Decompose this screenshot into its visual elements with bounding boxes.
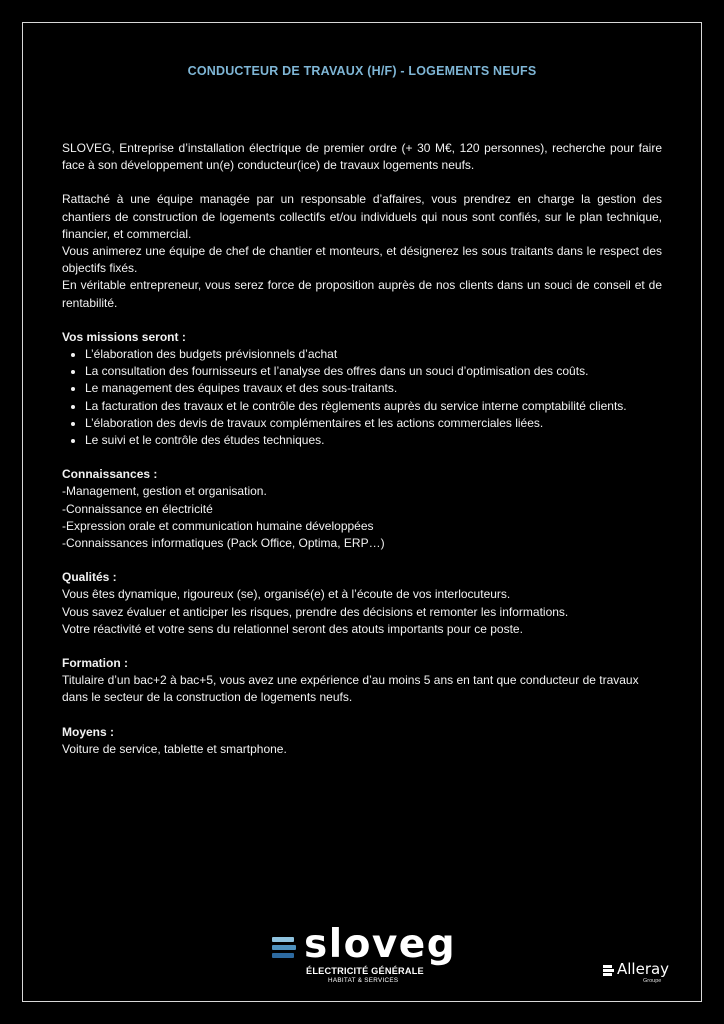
mission-item: La consultation des fournisseurs et l’analyse des offres dans un souci d’optimisation des coûts. bbox=[62, 363, 662, 380]
job-description bbox=[62, 140, 662, 758]
sloveg-stripes-icon bbox=[272, 937, 296, 963]
connaissance-line: -Expression orale et communication humaine développées bbox=[62, 518, 374, 533]
missions-list bbox=[62, 346, 662, 449]
logo-stripe bbox=[272, 937, 294, 942]
formation-heading: Formation : bbox=[62, 656, 128, 671]
sloveg-subtagline: HABITAT & SERVICES bbox=[328, 977, 399, 984]
alleray-stripes-icon bbox=[603, 965, 614, 976]
role-paragraph-2: Vous animerez une équipe de chef de chantier et monteurs, et désignerez les sous traitants dans le respect des objectifs fixés. bbox=[62, 244, 662, 276]
sloveg-tagline: ÉLECTRICITÉ GÉNÉRALE bbox=[306, 966, 424, 976]
logo-stripe bbox=[272, 945, 296, 950]
missions-heading: Vos missions seront : bbox=[62, 329, 186, 344]
role-paragraph-1: Rattaché à une équipe managée par un responsable d’affaires, vous prendrez en charge la gestion des chantiers de construction de logements collectifs et/ou individuels qui nous sont confiés, sur le plan technique, financier, et commercial. bbox=[62, 192, 662, 241]
role-paragraph-3: En véritable entrepreneur, vous serez force de proposition auprès de nos clients dans un souci de conseil et de rentabilité. bbox=[62, 278, 662, 310]
qualite-line: Votre réactivité et votre sens du relationnel seront des atouts importants pour ce poste. bbox=[62, 621, 523, 636]
connaissance-line: -Connaissance en électricité bbox=[62, 501, 213, 516]
mission-item: L’élaboration des devis de travaux complémentaires et les actions commerciales liées. bbox=[62, 415, 662, 432]
connaissance-line: -Connaissances informatiques (Pack Office, Optima, ERP…) bbox=[62, 536, 385, 551]
moyens-text: Voiture de service, tablette et smartphone. bbox=[62, 741, 287, 756]
connaissances-heading: Connaissances : bbox=[62, 467, 158, 482]
mission-item: La facturation des travaux et le contrôle des règlements auprès du service interne comptabilité clients. bbox=[62, 398, 662, 415]
formation-text: Titulaire d’un bac+2 à bac+5, vous avez une expérience d’au moins 5 ans en tant que conducteur de travaux dans le secteur de la construction de logements neufs. bbox=[62, 673, 639, 705]
job-title: CONDUCTEUR DE TRAVAUX (H/F) - LOGEMENTS NEUFS bbox=[187, 64, 537, 78]
mission-item: Le management des équipes travaux et des sous-traitants. bbox=[62, 380, 662, 397]
mission-item: Le suivi et le contrôle des études techniques. bbox=[62, 432, 662, 449]
qualites-heading: Qualités : bbox=[62, 570, 117, 585]
logo-stripe bbox=[272, 953, 294, 958]
moyens-heading: Moyens : bbox=[62, 724, 115, 739]
intro-paragraph: SLOVEG, Entreprise d’installation électrique de premier ordre (+ 30 M€, 120 personnes), recherche pour faire face à son développement un(e) conducteur(ice) de travaux logements neufs. bbox=[62, 141, 662, 173]
mission-item: L’élaboration des budgets prévisionnels d’achat bbox=[62, 346, 662, 363]
qualite-line: Vous savez évaluer et anticiper les risques, prendre des décisions et remonter les informations. bbox=[62, 604, 569, 619]
sloveg-logo bbox=[270, 922, 460, 988]
alleray-logo bbox=[603, 960, 687, 988]
connaissance-line: -Management, gestion et organisation. bbox=[62, 484, 267, 499]
qualite-line: Vous êtes dynamique, rigoureux (se), organisé(e) et à l’écoute de vos interlocuteurs. bbox=[62, 587, 511, 602]
alleray-subtitle: Groupe bbox=[643, 978, 662, 984]
sloveg-wordmark: sloveg bbox=[304, 922, 457, 967]
alleray-wordmark: Alleray bbox=[617, 960, 670, 978]
